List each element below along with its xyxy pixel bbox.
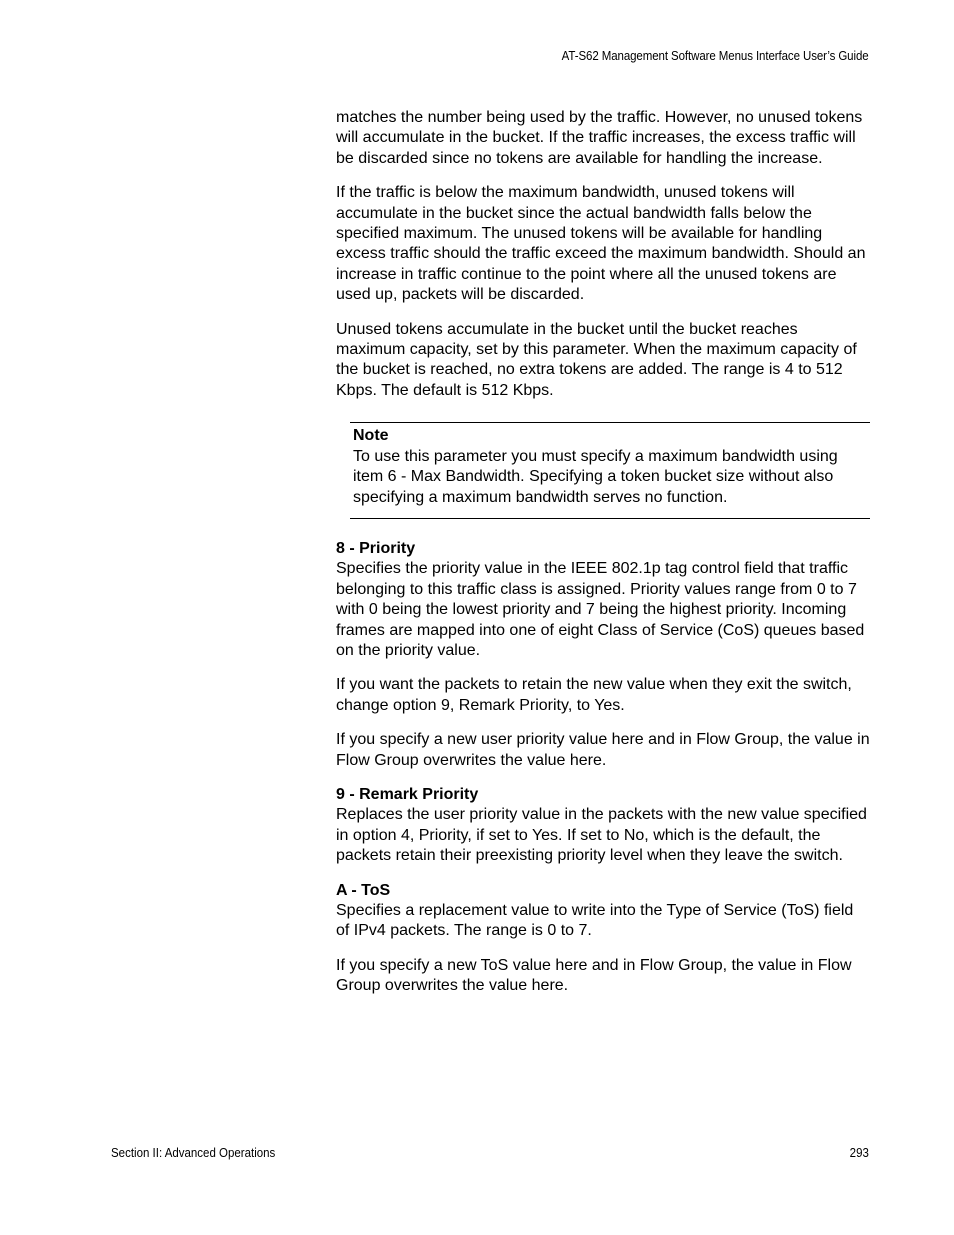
paragraph: Specifies a replacement value to write into the Type of Service (ToS) field of IPv4 packets. The range is 0 to 7. <box>336 902 854 940</box>
section-heading: A - ToS <box>336 881 391 899</box>
note-box <box>350 422 870 519</box>
section-heading: 9 - Remark Priority <box>336 785 479 803</box>
paragraph: If you specify a new user priority value here and in Flow Group, the value in Flow Group overwrites the value here. <box>336 731 870 769</box>
section-tos <box>336 881 870 997</box>
page-number: 293 <box>849 1146 869 1160</box>
body-content <box>336 108 870 1011</box>
paragraph: matches the number being used by the traffic. However, no unused tokens will accumulate in the bucket. If the traffic increases, the excess traffic will be discarded since no tokens are available for handling the increase. <box>336 109 863 167</box>
paragraph: If you specify a new ToS value here and in Flow Group, the value in Flow Group overwrites the value here. <box>336 956 852 995</box>
section-priority <box>336 539 870 771</box>
note-title: Note <box>353 427 389 445</box>
paragraph: If you want the packets to retain the new value when they exit the switch, change option 9, Remark Priority, to Yes. <box>336 676 852 714</box>
paragraph: If the traffic is below the maximum bandwidth, unused tokens will accumulate in the bucket since the actual bandwidth falls below the specified maximum. The unused tokens will be available for handling excess traffic should the traffic exceed the maximum bandwidth. Should an increase in traffic continue to the point where all the unused tokens are used up, packets will be discarded. <box>336 184 866 304</box>
note-body: To use this parameter you must specify a maximum bandwidth using item 6 - Max Bandwidth. Specifying a token bucket size without also specifying a maximum bandwidth serves no function. <box>353 447 838 506</box>
paragraph: Specifies the priority value in the IEEE 802.1p tag control field that traffic belonging to this traffic class is assigned. Priority values range from 0 to 7 with 0 being the lowest priority and 7 being the highest priority. Incoming frames are mapped into one of eight Class of Service (CoS) queues based on the priority value. <box>336 560 865 659</box>
footer-section: Section II: Advanced Operations <box>111 1146 276 1160</box>
running-header: AT-S62 Management Software Menus Interface User’s Guide <box>562 49 869 63</box>
section-heading: 8 - Priority <box>336 539 416 557</box>
paragraph: Unused tokens accumulate in the bucket until the bucket reaches maximum capacity, set by this parameter. When the maximum capacity of the bucket is reached, no extra tokens are added. The range is 4 to 512 Kbps. The default is 512 Kbps. <box>336 320 857 399</box>
section-remark-priority <box>336 785 870 867</box>
paragraph: Replaces the user priority value in the packets with the new value specified in option 4, Priority, if set to Yes. If set to No, which is the default, the packets retain their preexisting priority level when they leave the switch. <box>336 806 867 865</box>
